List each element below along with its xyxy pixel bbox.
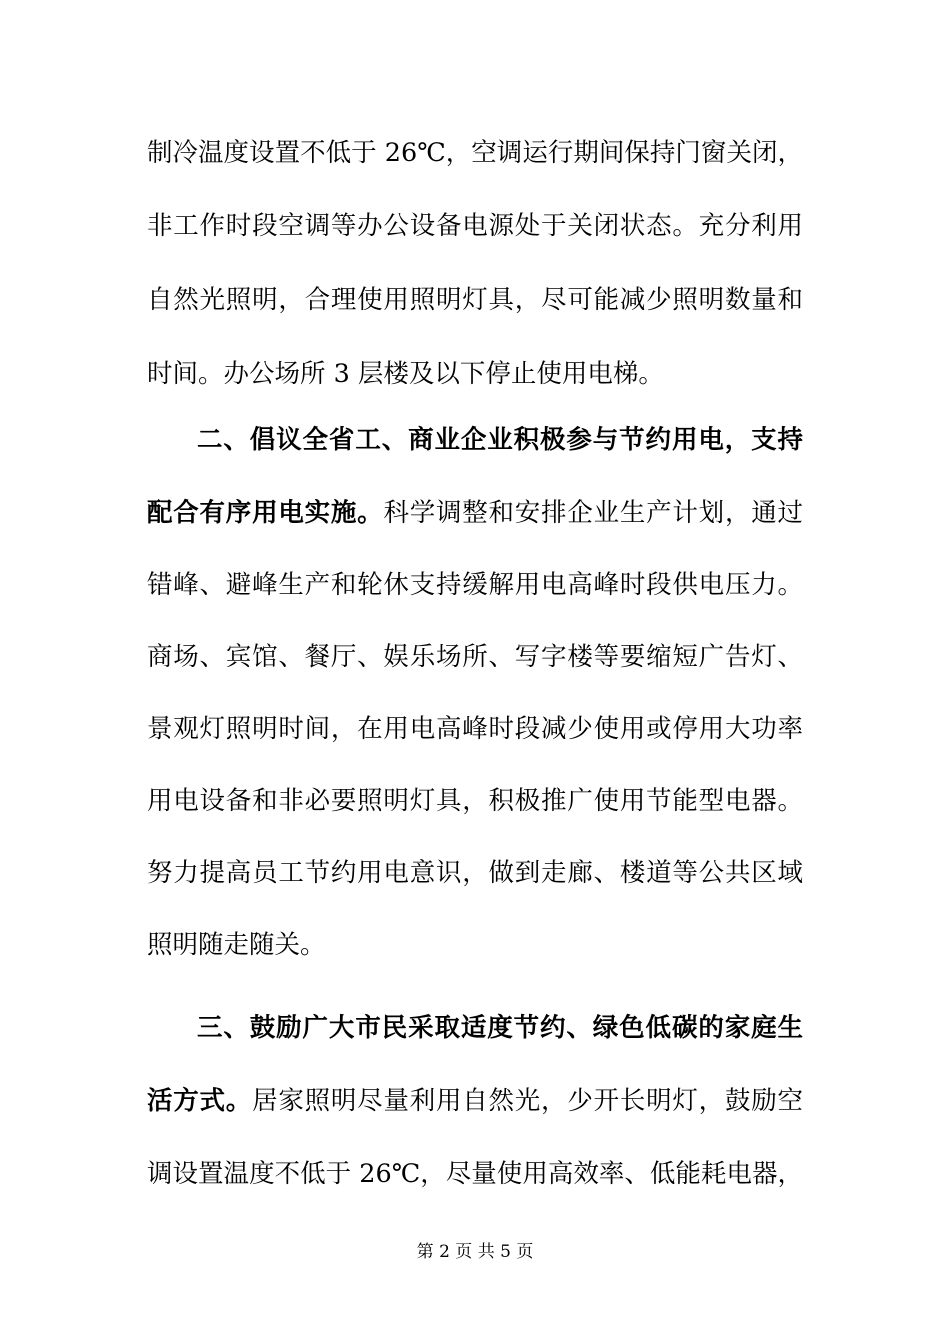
section-heading-2-cont: 配合有序用电实施。 (147, 498, 384, 528)
body-line (147, 1081, 803, 1121)
section-heading-3: 三、鼓励广大市民采取适度节约、绿色低碳的家庭生 (197, 1013, 803, 1043)
body-line: 制冷温度设置不低于 26℃，空调运行期间保持门窗关闭， (147, 138, 803, 168)
body-line: 非工作时段空调等办公设备电源处于关闭状态。充分利用 (147, 211, 803, 241)
section-heading-3-cont: 活方式。 (147, 1086, 253, 1116)
body-line: 错峰、避峰生产和轮休支持缓解用电高峰时段供电压力。 (147, 570, 803, 600)
body-line (147, 493, 803, 533)
body-line: 努力提高员工节约用电意识，做到走廊、楼道等公共区域 (147, 858, 803, 888)
body-line: 时间。办公场所 3 层楼及以下停止使用电梯。 (147, 359, 664, 389)
body-line: 商场、宾馆、餐厅、娱乐场所、写字楼等要缩短广告灯、 (147, 642, 803, 672)
page-number-footer: 第 2 页 共 5 页 (416, 1242, 534, 1262)
body-text: 科学调整和安排企业生产计划，通过 (383, 498, 803, 528)
body-line: 用电设备和非必要照明灯具，积极推广使用节能型电器。 (147, 786, 803, 816)
body-text: 居家照明尽量利用自然光，少开长明灯，鼓励空 (252, 1086, 803, 1116)
body-line: 调设置温度不低于 26℃，尽量使用高效率、低能耗电器， (147, 1159, 803, 1189)
body-line: 景观灯照明时间，在用电高峰时段减少使用或停用大功率 (147, 714, 803, 744)
body-line: 照明随走随关。 (147, 930, 326, 960)
section-heading-2: 二、倡议全省工、商业企业积极参与节约用电，支持 (197, 425, 803, 455)
body-line: 自然光照明，合理使用照明灯具，尽可能减少照明数量和 (147, 285, 803, 315)
